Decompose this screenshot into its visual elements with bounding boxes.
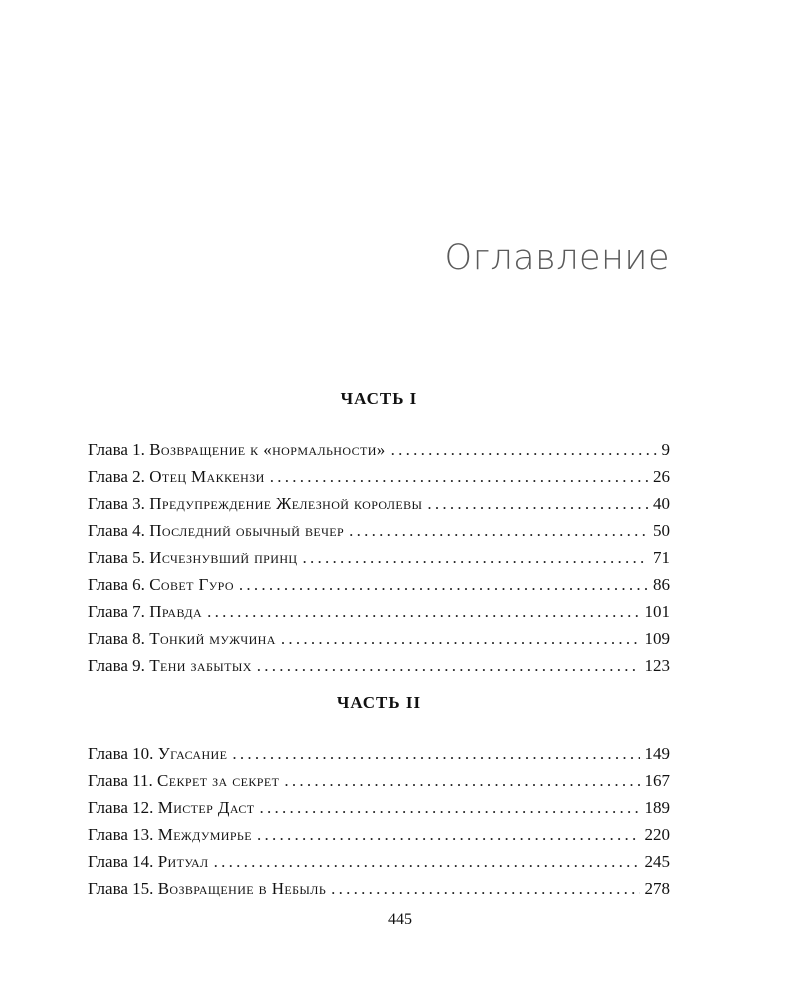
toc-entry[interactable] — [88, 767, 670, 794]
chapter-title: Правда — [149, 602, 203, 621]
toc-part-2 — [88, 689, 670, 902]
chapter-page-number: 9 — [661, 440, 670, 459]
dot-leader — [270, 463, 648, 490]
chapter-label: Глава 3. — [88, 494, 145, 513]
chapter-label: Глава 2. — [88, 467, 145, 486]
chapter-page-number: 71 — [653, 548, 670, 567]
chapter-label: Глава 5. — [88, 548, 145, 567]
toc-entry[interactable] — [88, 544, 670, 571]
chapter-title: Последний обычный вечер — [149, 521, 345, 540]
chapter-title: Тонкий мужчина — [149, 629, 276, 648]
chapter-page-number: 245 — [644, 852, 670, 871]
chapter-label: Глава 15. — [88, 879, 154, 898]
toc-entry[interactable] — [88, 436, 670, 463]
chapter-label: Глава 12. — [88, 798, 154, 817]
dot-leader — [331, 875, 639, 902]
chapter-label: Глава 7. — [88, 602, 145, 621]
part-heading: ЧАСТЬ II — [336, 693, 422, 712]
chapter-title: Тени забытых — [149, 656, 252, 675]
chapter-list — [88, 436, 670, 679]
chapter-page-number: 220 — [644, 825, 670, 844]
dot-leader — [302, 544, 648, 571]
page-title: Оглавление — [444, 238, 670, 278]
chapter-page-number: 26 — [653, 467, 670, 486]
chapter-page-number: 40 — [653, 494, 670, 513]
chapter-label: Глава 1. — [88, 440, 145, 459]
chapter-label: Глава 13. — [88, 825, 154, 844]
toc-part-1 — [88, 385, 670, 679]
chapter-title: Отец Маккензи — [149, 467, 265, 486]
dot-leader — [232, 740, 639, 767]
chapter-title: Междумирье — [157, 825, 252, 844]
toc-entry[interactable] — [88, 740, 670, 767]
toc-entry[interactable] — [88, 571, 670, 598]
dot-leader — [257, 652, 640, 679]
toc-entry[interactable] — [88, 652, 670, 679]
chapter-title: Секрет за секрет — [157, 771, 280, 790]
toc-entry[interactable] — [88, 848, 670, 875]
toc-entry[interactable] — [88, 821, 670, 848]
chapter-page-number: 167 — [644, 771, 670, 790]
dot-leader — [257, 821, 640, 848]
chapter-label: Глава 6. — [88, 575, 145, 594]
chapter-title: Ритуал — [157, 852, 209, 871]
chapter-title: Предупреждение Железной королевы — [149, 494, 423, 513]
chapter-title: Мистер Даст — [157, 798, 255, 817]
chapter-title: Совет Гуро — [149, 575, 234, 594]
chapter-title: Возвращение в Небыль — [157, 879, 327, 898]
chapter-label: Глава 14. — [88, 852, 154, 871]
dot-leader — [391, 436, 657, 463]
chapter-page-number: 86 — [653, 575, 670, 594]
chapter-page-number: 278 — [644, 879, 670, 898]
dot-leader — [281, 625, 640, 652]
chapter-label: Глава 11. — [88, 771, 153, 790]
dot-leader — [207, 598, 639, 625]
chapter-page-number: 123 — [644, 656, 670, 675]
dot-leader — [284, 767, 639, 794]
dot-leader — [259, 794, 639, 821]
dot-leader — [214, 848, 640, 875]
dot-leader — [349, 517, 648, 544]
chapter-label: Глава 9. — [88, 656, 145, 675]
toc-entry[interactable] — [88, 625, 670, 652]
toc-entry[interactable] — [88, 598, 670, 625]
chapter-page-number: 50 — [653, 521, 670, 540]
toc-entry[interactable] — [88, 794, 670, 821]
chapter-title: Исчезнувший принц — [149, 548, 298, 567]
chapter-label: Глава 4. — [88, 521, 145, 540]
dot-leader — [239, 571, 648, 598]
toc-entry[interactable] — [88, 517, 670, 544]
chapter-page-number: 109 — [644, 629, 670, 648]
chapter-label: Глава 8. — [88, 629, 145, 648]
chapter-list — [88, 740, 670, 902]
toc-entry[interactable] — [88, 490, 670, 517]
chapter-title: Угасание — [157, 744, 228, 763]
chapter-page-number: 101 — [644, 602, 670, 621]
chapter-label: Глава 10. — [88, 744, 154, 763]
dot-leader — [427, 490, 648, 517]
chapter-page-number: 189 — [644, 798, 670, 817]
toc-entry[interactable] — [88, 463, 670, 490]
chapter-title: Возвращение к «нормальности» — [149, 440, 386, 459]
chapter-page-number: 149 — [644, 744, 670, 763]
page-number: 445 — [388, 911, 412, 928]
toc-entry[interactable] — [88, 875, 670, 902]
part-heading: ЧАСТЬ I — [340, 389, 418, 408]
